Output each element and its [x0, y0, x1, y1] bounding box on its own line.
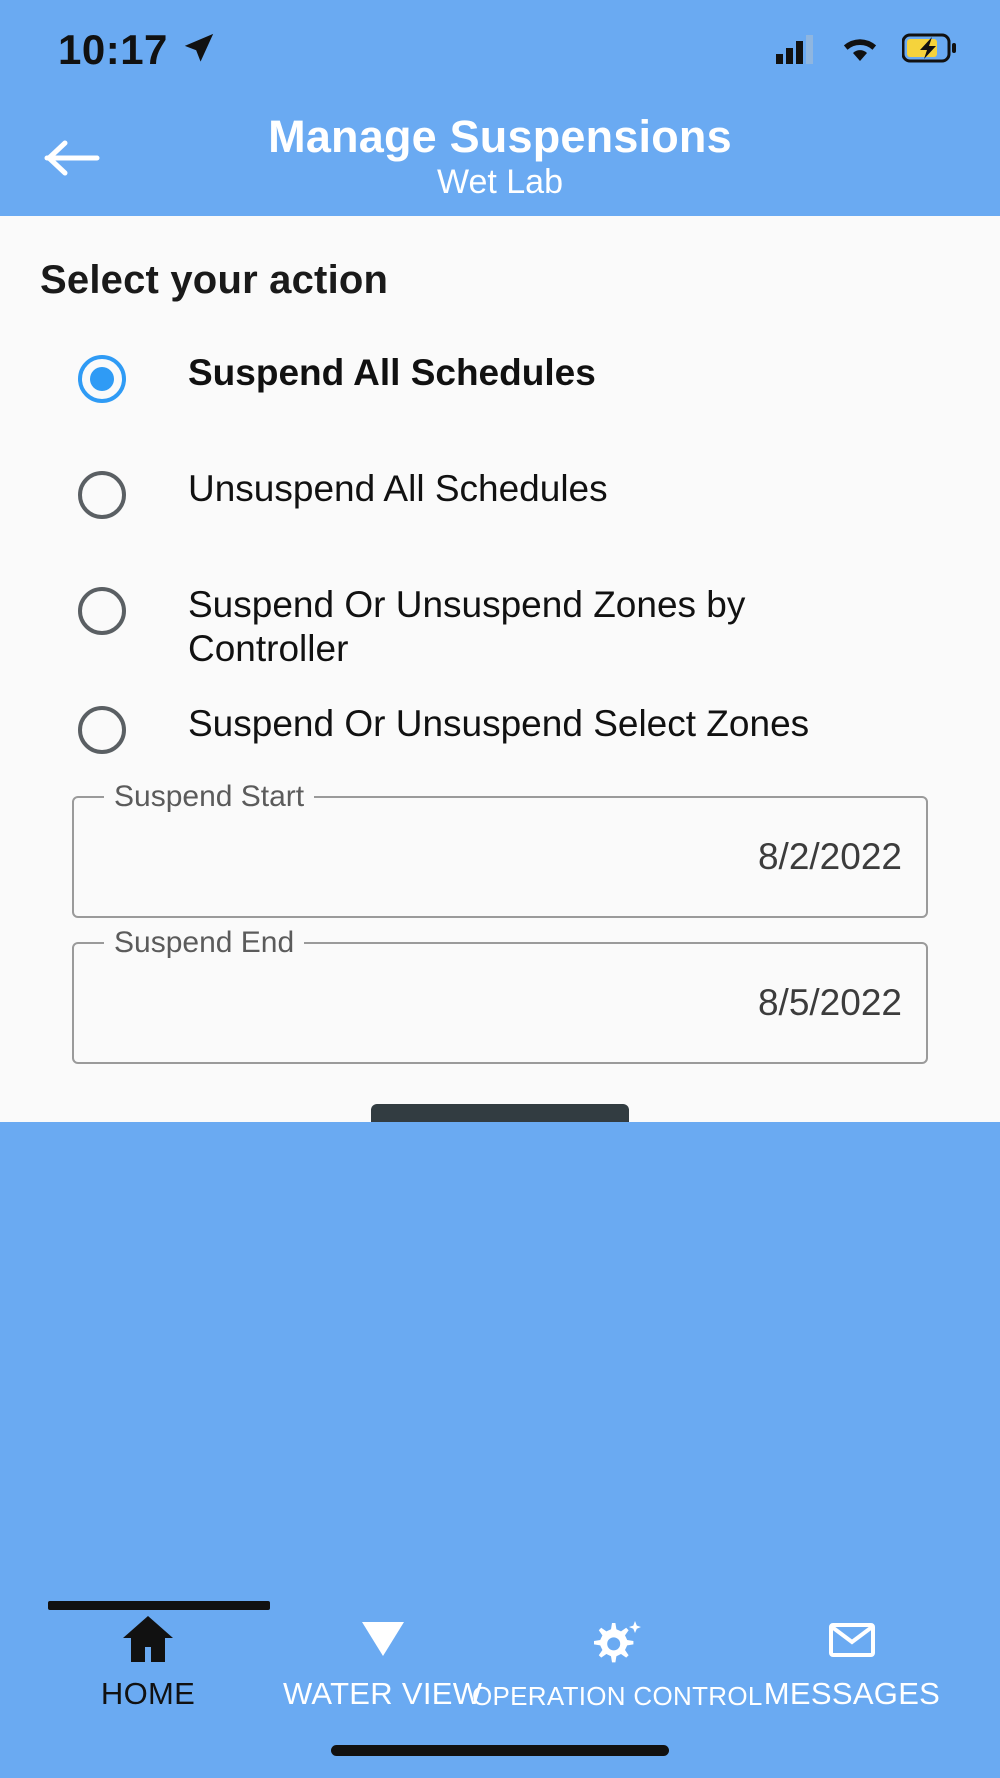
tab-label: WATER VIEW: [282, 1676, 483, 1711]
app-bar: [0, 100, 1000, 216]
radio-option-label: Suspend All Schedules: [188, 352, 596, 393]
action-radio-group: [0, 351, 1000, 788]
location-arrow-icon: [182, 31, 216, 70]
arrow-left-icon: [44, 137, 102, 179]
page-title: Manage Suspensions: [268, 110, 732, 162]
radio-icon-selected[interactable]: [78, 355, 126, 403]
page-subtitle: Wet Lab: [436, 163, 563, 202]
radio-option-suspend-select-zones[interactable]: [78, 702, 1000, 788]
radio-option-suspend-zones-by-controller[interactable]: [78, 583, 1000, 672]
tab-label: OPERATION CONTROL: [471, 1681, 763, 1711]
status-bar-right: [776, 31, 958, 70]
radio-option-label: Suspend Or Unsuspend Zones by Controller: [188, 584, 746, 670]
section-title: Select your action: [40, 258, 389, 302]
radio-option-suspend-all-schedules[interactable]: [78, 351, 1000, 437]
home-icon: [119, 1604, 177, 1666]
radio-option-label: Suspend Or Unsuspend Select Zones: [188, 702, 810, 744]
radio-option-label: Unsuspend All Schedules: [188, 468, 608, 509]
cellular-signal-icon: [776, 32, 818, 69]
radio-icon[interactable]: [78, 706, 126, 754]
radio-option-unsuspend-all-schedules[interactable]: [78, 467, 1000, 553]
status-bar-left: [58, 26, 216, 74]
wifi-icon: [838, 31, 882, 70]
suspend-end-field[interactable]: [72, 925, 928, 1064]
suspend-start-label: Suspend Start: [104, 780, 314, 814]
status-time: 10:17: [58, 26, 168, 73]
tab-operation-control[interactable]: [471, 1609, 763, 1712]
water-drop-icon: [354, 1604, 412, 1666]
status-bar: [0, 0, 1000, 100]
suspend-start-value: 8/2/2022: [757, 835, 902, 877]
date-fields: [0, 779, 1000, 1064]
tab-label: HOME: [100, 1676, 196, 1711]
active-tab-indicator: [48, 1601, 270, 1610]
gear-sparkle-icon: [586, 1609, 648, 1671]
tab-label: MESSAGES: [763, 1676, 941, 1711]
tab-water-view[interactable]: [269, 1604, 497, 1712]
back-button[interactable]: [30, 115, 116, 201]
home-indicator: [331, 1745, 669, 1756]
bottom-panel: [0, 1122, 1000, 1778]
radio-icon[interactable]: [78, 471, 126, 519]
suspend-start-field[interactable]: [72, 779, 928, 918]
battery-charging-icon: [902, 33, 958, 68]
content-area: [0, 216, 1000, 1122]
app-bar-titles: [0, 100, 1000, 216]
tab-messages[interactable]: [738, 1604, 966, 1712]
suspend-end-value: 8/5/2022: [757, 981, 902, 1023]
suspend-end-label: Suspend End: [104, 926, 304, 960]
envelope-icon: [823, 1604, 881, 1666]
radio-icon[interactable]: [78, 587, 126, 635]
tab-home[interactable]: [34, 1604, 262, 1712]
